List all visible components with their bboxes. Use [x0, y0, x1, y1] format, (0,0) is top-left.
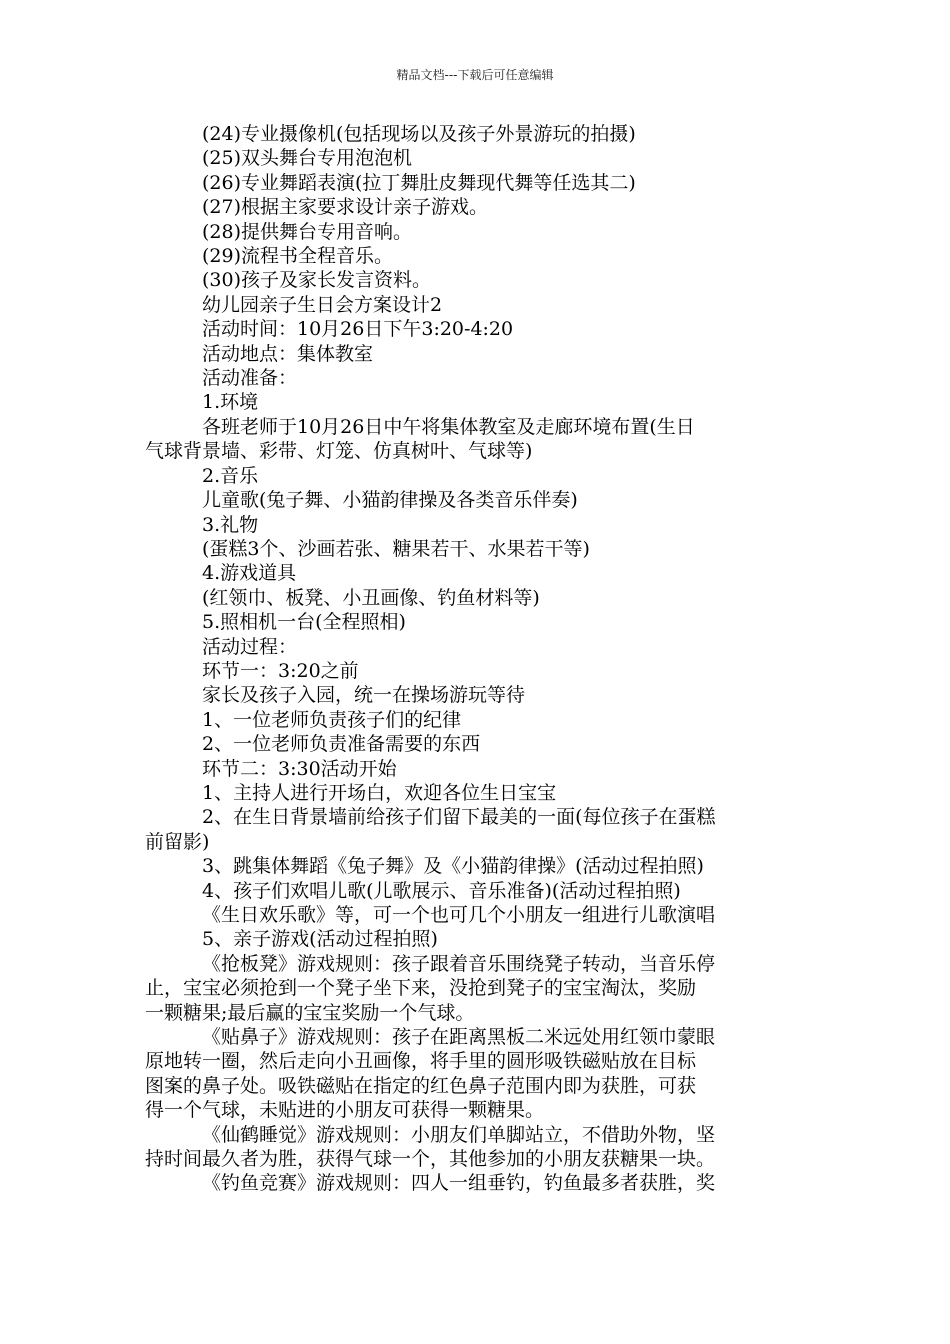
text-line: 各班老师于10月26日中午将集体教室及走廊环境布置(生日 — [202, 415, 695, 438]
text-line: 2、一位老师负责准备需要的东西 — [202, 733, 481, 756]
text-line: 活动地点：集体教室 — [202, 342, 374, 365]
text-line: 《抢板凳》游戏规则：孩子跟着音乐围绕凳子转动，当音乐停 — [202, 952, 716, 975]
text-line: 原地转一圈，然后走向小丑画像，将手里的圆形吸铁磁贴放在目标 — [145, 1050, 697, 1073]
text-line: 5.照相机一台(全程照相) — [202, 611, 406, 634]
text-line: 3.礼物 — [202, 513, 259, 536]
text-line: (29)流程书全程音乐。 — [202, 245, 394, 268]
text-line: (24)专业摄像机(包括现场以及孩子外景游玩的拍摄) — [202, 123, 636, 145]
text-line: 《钓鱼竞赛》游戏规则：四人一组垂钓，钓鱼最多者获胜，奖 — [202, 1172, 716, 1195]
text-line: (30)孩子及家长发言资料。 — [202, 269, 432, 292]
text-line: 得一个气球，未贴进的小朋友可获得一颗糖果。 — [145, 1099, 545, 1122]
text-line: 图案的鼻子处。吸铁磁贴在指定的红色鼻子范围内即为获胜，可获 — [145, 1074, 697, 1097]
text-line: 1.环境 — [202, 391, 259, 414]
text-line: (25)双头舞台专用泡泡机 — [202, 147, 413, 170]
text-line: 活动准备： — [202, 367, 298, 390]
text-line: 《贴鼻子》游戏规则：孩子在距离黑板二米远处用红领巾蒙眼 — [202, 1026, 716, 1049]
text-line: (蛋糕3个、沙画若张、糖果若干、水果若干等) — [202, 537, 590, 560]
text-line: (28)提供舞台专用音响。 — [202, 220, 413, 243]
text-line: 《生日欢乐歌》等，可一个也可几个小朋友一组进行儿歌演唱 — [202, 904, 716, 926]
text-line: (红领巾、板凳、小丑画像、钓鱼材料等) — [202, 586, 540, 609]
text-line: 《仙鹤睡觉》游戏规则：小朋友们单脚站立，不借助外物，坚 — [202, 1123, 716, 1146]
text-line: (26)专业舞蹈表演(拉丁舞肚皮舞现代舞等任选其二) — [202, 171, 636, 194]
text-line: 2、在生日背景墙前给孩子们留下最美的一面(每位孩子在蛋糕 — [202, 806, 716, 829]
text-line: 1、一位老师负责孩子们的纪律 — [202, 708, 462, 731]
text-line: 1、主持人进行开场白，欢迎各位生日宝宝 — [202, 781, 557, 804]
text-line: 活动时间：10月26日下午3:20-4:20 — [202, 318, 514, 341]
text-line: 5、亲子游戏(活动过程拍照) — [202, 928, 438, 951]
document-body — [145, 122, 810, 1196]
text-line: 3、跳集体舞蹈《兔子舞》及《小猫韵律操》(活动过程拍照) — [202, 855, 704, 878]
text-line: 止，宝宝必须抢到一个凳子坐下来，没抢到凳子的宝宝淘汰，奖励 — [145, 977, 697, 1000]
text-line: (27)根据主家要求设计亲子游戏。 — [202, 196, 489, 219]
text-line: 一颗糖果;最后赢的宝宝奖励一个气球。 — [145, 1001, 475, 1024]
text-line: 4.游戏道具 — [202, 562, 297, 585]
text-line: 儿童歌(兔子舞、小猫韵律操及各类音乐伴奏) — [202, 489, 578, 512]
text-line: 环节一：3:20之前 — [202, 659, 359, 682]
text-line: 幼儿园亲子生日会方案设计2 — [202, 293, 443, 316]
text-line: 前留影) — [145, 830, 210, 853]
text-line: 环节二：3:30活动开始 — [202, 757, 397, 780]
text-line: 家长及孩子入园，统一在操场游玩等待 — [202, 684, 526, 707]
text-line: 气球背景墙、彩带、灯笼、仿真树叶、气球等) — [145, 440, 533, 463]
text-line: 4、孩子们欢唱儿歌(儿歌展示、音乐准备)(活动过程拍照) — [202, 879, 681, 902]
page-header: 精品文档---下载后可任意编辑 — [396, 68, 554, 82]
text-line: 活动过程： — [202, 635, 298, 658]
text-line: 持时间最久者为胜，获得气球一个，其他参加的小朋友获糖果一块。 — [145, 1148, 716, 1171]
text-line: 2.音乐 — [202, 464, 259, 487]
